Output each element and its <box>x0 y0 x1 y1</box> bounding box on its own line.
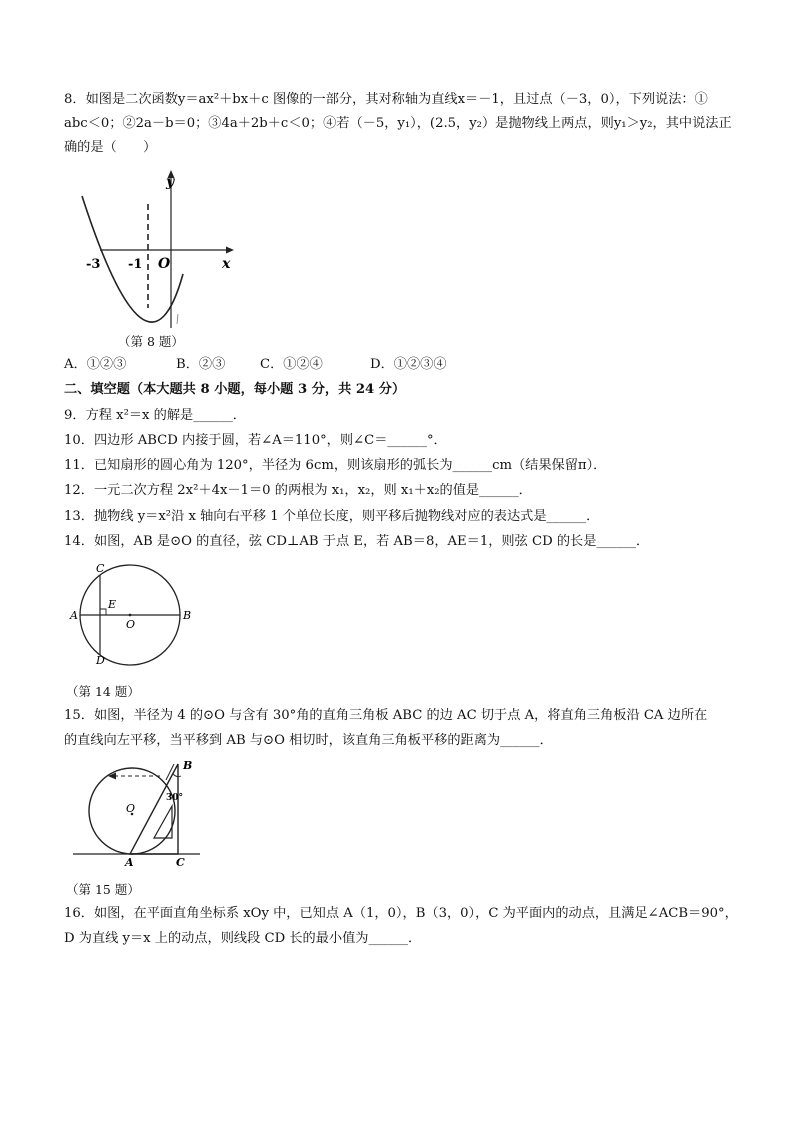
q15-circle-triangle-figure <box>70 756 210 868</box>
q8-line-2: abc＜0；②2a－b＝0；③4a＋2b＋c＜0；④若（－5，y₁），(2.5，y₂）是抛物线上两点，则y₁＞y₂，其中说法正 <box>64 116 732 131</box>
q15-label-c: C <box>176 856 185 868</box>
q14-label-b: B <box>183 609 192 622</box>
q10-text: 10．四边形 ABCD 内接于圆，若∠A＝110°，则∠C＝______°． <box>64 433 447 448</box>
q14-label-c: C <box>96 562 105 575</box>
q8-option-b: B．②③ <box>176 357 226 372</box>
q15-caption: （第 15 题） <box>66 882 140 897</box>
q15-label-o: O <box>126 802 136 815</box>
q8-line-3: 确的是（ ） <box>64 140 157 155</box>
q14-label-a: A <box>70 609 78 622</box>
q8-line-1: 8．如图是二次函数y＝ax²＋bx＋c 图像的一部分，其对称轴为直线x＝－1，且过点（－3，0），下列说法：① <box>64 92 708 107</box>
q15-label-b: B <box>183 759 193 772</box>
q12-text: 12．一元二次方程 2x²＋4x－1＝0 的两根为 x₁，x₂，则 x₁＋x₂的值是______． <box>64 483 532 498</box>
q8-option-c: C．①②④ <box>260 357 323 372</box>
q14-text: 14．如图，AB 是⊙O 的直径，弦 CD⊥AB 于点 E，若 AB＝8，AE＝1，则弦 CD 的长是______． <box>64 534 650 549</box>
q15-line-2: 的直线向左平移，当平移到 AB 与⊙O 相切时，该直角三角板平移的距离为______． <box>64 733 553 748</box>
q11-text: 11．已知扇形的圆心角为 120°，半径为 6cm，则该扇形的弧长为______cm（结果保留π）． <box>64 458 607 473</box>
q15-label-a: A <box>125 856 134 868</box>
q13-text: 13．抛物线 y＝x²沿 x 轴向右平移 1 个单位长度，则平移后抛物线对应的表达式是______． <box>64 509 600 524</box>
q14-caption: （第 14 题） <box>66 684 140 699</box>
section-2-heading: 二、填空题（本大题共 8 小题，每小题 3 分，共 24 分） <box>64 382 406 397</box>
q8-x-label: x <box>222 256 231 272</box>
q14-label-e: E <box>108 598 117 611</box>
q8-option-a: A．①②③ <box>64 357 127 372</box>
q8-origin-label: O <box>158 256 171 272</box>
q15-angle-label: 30° <box>166 793 184 803</box>
q9-text: 9．方程 x²＝x 的解是______． <box>64 408 246 423</box>
q8-option-d: D．①②③④ <box>370 357 447 372</box>
q16-line-2: D 为直线 y＝x 上的动点，则线段 CD 长的最小值为______． <box>64 931 422 946</box>
q8-caption: （第 8 题） <box>118 334 184 349</box>
q14-circle-figure <box>64 560 204 674</box>
q14-label-o: O <box>126 618 136 631</box>
q16-line-1: 16．如图，在平面直角坐标系 xOy 中，已知点 A（1，0），B（3，0），C 为平面内的动点，且满足∠ACB＝90°， <box>64 906 738 921</box>
q8-y-label: y <box>166 174 175 190</box>
q15-line-1: 15．如图，半径为 4 的⊙O 与含有 30°角的直角三角板 ABC 的边 AC 切于点 A，将直角三角板沿 CA 边所在 <box>64 708 708 723</box>
q8-parabola-figure <box>70 168 240 330</box>
q8-minus1-label: -1 <box>128 257 143 272</box>
q14-label-d: D <box>96 654 105 667</box>
q8-minus3-label: -3 <box>86 257 101 272</box>
